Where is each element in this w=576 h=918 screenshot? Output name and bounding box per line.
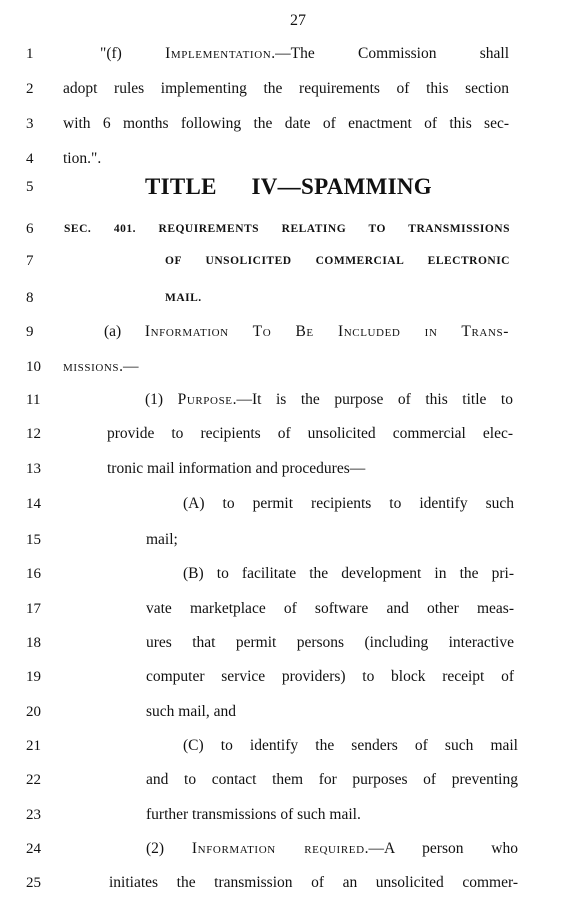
line-number: 20 [26,704,41,720]
line-text-part: .— [119,358,139,375]
line-text: (B) to facilitate the development in the pri- [183,565,514,582]
document-line [0,492,576,516]
document-line [0,175,576,199]
line-number: 9 [26,324,34,340]
small-caps-heading: missions [63,358,120,375]
page-number: 27 [290,12,306,29]
line-text-part: (a) [104,323,145,340]
line-text: with 6 months following the date of enactment of this sec- [63,115,509,132]
line-number: 8 [26,290,34,306]
document-line [0,42,576,66]
document-line [0,355,576,379]
line-text: tronic mail information and procedures— [107,460,366,477]
line-text [145,388,513,412]
line-number: 7 [26,253,34,269]
line-number: 16 [26,566,41,582]
document-line [0,147,576,171]
line-number: 10 [26,359,41,375]
line-number: 23 [26,807,41,823]
document-line [0,768,576,792]
line-number: 4 [26,151,34,167]
small-caps-heading: Purpose [177,391,233,408]
line-text: adopt rules implementing the requirements of this section [63,80,509,97]
small-caps-heading: Information To Be Included in Trans- [144,323,509,340]
document-line [0,217,576,241]
line-text: provide to recipients of unsolicited commercial elec- [107,425,513,442]
line-number: 12 [26,426,41,442]
document-line [0,837,576,861]
line-text-part: (1) [145,391,178,408]
document-line [0,112,576,136]
line-text [104,320,509,344]
document-line [0,388,576,412]
document-line [0,457,576,481]
line-number: 19 [26,669,41,685]
small-caps-heading: Information required [191,840,365,857]
line-number: 2 [26,81,34,97]
document-line [0,249,576,273]
section-heading: SEC. 401. REQUIREMENTS RELATING TO TRANSMISSIONS [64,223,510,235]
line-number: 11 [26,392,41,408]
line-text: ures that permit persons (including interactive [146,634,514,651]
line-text-part: .—The Commission shall [271,45,510,62]
line-text: (A) to permit recipients to identify such [183,495,514,512]
line-text: vate marketplace of software and other meas- [146,600,514,617]
document-line [0,320,576,344]
line-number: 25 [26,875,41,891]
line-number: 5 [26,179,34,195]
line-text: such mail, and [146,703,236,720]
line-text: further transmissions of such mail. [146,806,361,823]
document-line [0,700,576,724]
document-line [0,631,576,655]
document-line [0,803,576,827]
line-text: tion.". [63,150,102,167]
line-text [100,42,509,66]
document-line [0,422,576,446]
line-number: 22 [26,772,41,788]
line-number: 13 [26,461,41,477]
document-line [0,734,576,758]
line-text: MAIL. [165,292,202,304]
line-text: OF UNSOLICITED COMMERCIAL ELECTRONIC [165,255,510,267]
line-number: 18 [26,635,41,651]
line-number: 1 [26,46,34,62]
document-line [0,286,576,310]
line-text-part: (2) [146,840,192,857]
line-number: 6 [26,221,34,237]
line-number: 24 [26,841,41,857]
document-line [0,562,576,586]
line-number: 15 [26,532,41,548]
line-text [146,837,518,861]
line-text: and to contact them for purposes of preventing [146,771,518,788]
line-text: initiates the transmission of an unsolicited commer- [109,874,518,891]
line-text-part: "(f) [100,45,166,62]
line-number: 21 [26,738,41,754]
line-number: 3 [26,116,34,132]
small-caps-heading: Implementation [165,45,272,62]
document-line [0,665,576,689]
line-text [63,355,139,379]
line-text-part: .—A person who [364,840,519,857]
line-text: (C) to identify the senders of such mail [183,737,518,754]
line-text: mail; [146,531,178,548]
document-line [0,871,576,895]
line-text-part: .—It is the purpose of this title to [232,391,513,408]
document-line [0,528,576,552]
title-heading: TITLE IV—SPAMMING [145,174,432,199]
line-number: 14 [26,496,41,512]
line-number: 17 [26,601,41,617]
document-line [0,77,576,101]
line-text: computer service providers) to block receipt of [146,668,514,685]
document-line [0,597,576,621]
